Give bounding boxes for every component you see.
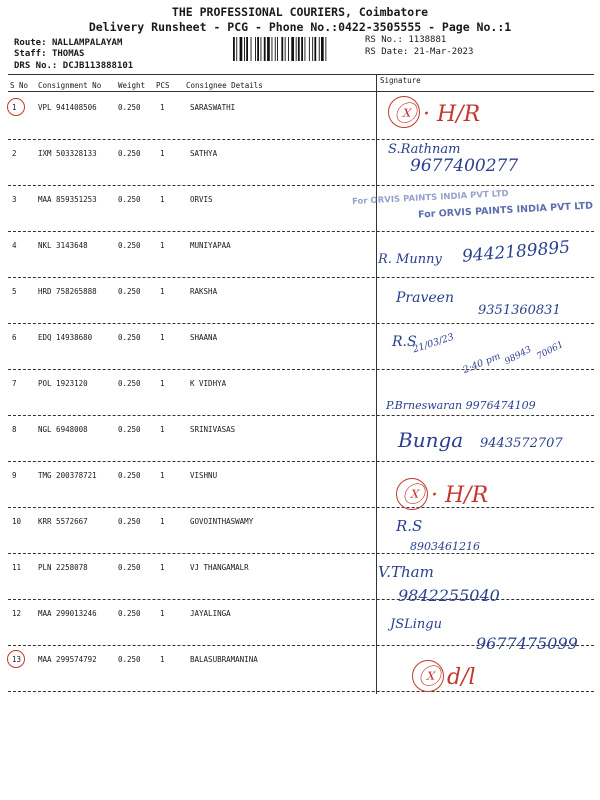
row-pcs: 1 <box>160 471 165 480</box>
drs-value: DCJB113888101 <box>62 61 134 71</box>
signature-row-6-initials: R.S <box>392 334 417 350</box>
signature-row-6-date: 21/03/23 <box>411 331 456 356</box>
row-consignee: SHAANA <box>190 333 218 342</box>
row-divider <box>8 691 594 692</box>
row-divider <box>8 139 594 140</box>
row-pcs: 1 <box>160 333 165 342</box>
rs-date-line <box>365 47 473 57</box>
row-pcs: 1 <box>160 103 165 112</box>
signature-row-4-phone: 9442189895 <box>461 237 571 267</box>
row-divider <box>8 553 594 554</box>
row-divider <box>8 277 594 278</box>
col-consignment-header: Consignment No <box>38 81 102 90</box>
row-pcs: 1 <box>160 241 165 250</box>
row-pcs: 1 <box>160 287 165 296</box>
col-consignee-header: Consignee Details <box>186 81 263 90</box>
row-divider <box>8 231 594 232</box>
rs-date-value: 21-Mar-2023 <box>413 47 474 57</box>
row-consignment-no: MAA 859351253 <box>38 195 97 204</box>
signature-row-7: P.Brneswaran 9976474109 <box>386 399 536 412</box>
row-consignment-no: MAA 299574792 <box>38 655 97 664</box>
row-pcs: 1 <box>160 563 165 572</box>
drs-label: DRS No.: <box>14 61 58 71</box>
row-pcs: 1 <box>160 517 165 526</box>
company-title: THE PROFESSIONAL COURIERS, Coimbatore <box>171 5 429 19</box>
signature-row-6-time: 2:40 pm <box>461 351 503 376</box>
row-weight: 0.250 <box>118 149 141 158</box>
row-pcs: 1 <box>160 609 165 618</box>
row-sno: 9 <box>12 471 17 480</box>
row-sno: 6 <box>12 333 17 342</box>
row-weight: 0.250 <box>118 379 141 388</box>
row-weight: 0.250 <box>118 471 141 480</box>
row-weight: 0.250 <box>118 333 141 342</box>
signature-row-6-number-a: 98943 <box>503 344 534 368</box>
row-divider <box>8 185 594 186</box>
row-weight: 0.250 <box>118 425 141 434</box>
drs-line <box>14 61 133 71</box>
row-consignment-no: TMG 200378721 <box>38 471 97 480</box>
row-sno: 5 <box>12 287 17 296</box>
row-divider <box>8 323 594 324</box>
row-weight: 0.250 <box>118 287 141 296</box>
row-consignment-no: MAA 299013246 <box>38 609 97 618</box>
row-divider <box>8 369 594 370</box>
signature-row-13: ⓧ d/l <box>418 665 476 690</box>
row-consignee: JAYALINGA <box>190 609 231 618</box>
row-consignment-no: HRD 758265888 <box>38 287 97 296</box>
signature-row-8-name: Bunga <box>398 428 464 452</box>
row-consignment-no: POL 1923120 <box>38 379 88 388</box>
row-divider <box>8 461 594 462</box>
signature-row-11-name: V.Tham <box>378 563 434 581</box>
signature-row-11-phone: 9842255040 <box>398 586 500 605</box>
rs-no-line <box>365 35 446 45</box>
row-sno: 10 <box>12 517 22 526</box>
row-sno: 13 <box>12 655 22 664</box>
row-sno: 11 <box>12 563 22 572</box>
row-pcs: 1 <box>160 195 165 204</box>
row-sno: 2 <box>12 149 17 158</box>
row-sno: 3 <box>12 195 17 204</box>
row-weight: 0.250 <box>118 563 141 572</box>
signature-row-4-name: R. Munny <box>378 252 442 267</box>
red-circle-mark <box>7 98 25 116</box>
row-consignee: BALASUBRAMANINA <box>190 655 258 664</box>
row-weight: 0.250 <box>118 103 141 112</box>
row-sno: 1 <box>12 103 17 112</box>
row-sno: 12 <box>12 609 22 618</box>
row-sno: 4 <box>12 241 17 250</box>
row-weight: 0.250 <box>118 241 141 250</box>
signature-row-12-name: JSLingu <box>390 617 442 632</box>
row-divider <box>8 507 594 508</box>
staff-value: THOMAS <box>51 49 85 59</box>
row-sno: 8 <box>12 425 17 434</box>
col-signature-header: Signature <box>380 76 421 85</box>
table-top-border <box>8 74 594 75</box>
signature-row-12-phone: 9677475099 <box>476 634 578 653</box>
row-pcs: 1 <box>160 149 165 158</box>
row-consignee: VJ THANGAMALR <box>190 563 249 572</box>
col-sno-header: S No <box>10 81 29 90</box>
row-consignee: K VIDHYA <box>190 379 227 388</box>
runsheet-title: Delivery Runsheet - PCG - Phone No.:0422-3505555 - Page No.:1 <box>88 20 512 34</box>
signature-row-10-phone: 8903461216 <box>410 540 480 553</box>
signature-row-2-name: S.Rathnam <box>388 142 461 157</box>
rs-date-label: RS Date: <box>365 47 409 57</box>
row-weight: 0.250 <box>118 195 141 204</box>
col-weight-header: Weight <box>118 81 146 90</box>
route-value: NALLAMPALAYAM <box>51 38 123 48</box>
row-consignment-no: NGL 6948008 <box>38 425 88 434</box>
row-consignment-no: VPL 941408506 <box>38 103 97 112</box>
red-circle-mark <box>7 650 25 668</box>
company-stamp-faded: For ORVIS PAINTS INDIA PVT LTD <box>351 188 509 208</box>
row-consignment-no: IXM 503328133 <box>38 149 97 158</box>
row-weight: 0.250 <box>118 517 141 526</box>
barcode <box>232 37 360 61</box>
row-consignee: GOVOINTHASWAMY <box>190 517 254 526</box>
signature-row-10-name: R.S <box>396 517 423 535</box>
row-weight: 0.250 <box>118 655 141 664</box>
row-consignee: RAKSHA <box>190 287 218 296</box>
row-consignee: MUNIYAPAA <box>190 241 231 250</box>
rs-no-label: RS No.: <box>365 35 403 45</box>
row-consignee: VISHNU <box>190 471 218 480</box>
company-stamp: For ORVIS PAINTS INDIA PVT LTD <box>417 200 594 221</box>
signature-row-9: ⓧ · H/R <box>402 483 489 508</box>
rs-no-value: 1138881 <box>408 35 447 45</box>
signature-row-5-name: Praveen <box>396 290 454 306</box>
row-pcs: 1 <box>160 379 165 388</box>
route-line <box>14 38 122 48</box>
row-pcs: 1 <box>160 655 165 664</box>
row-divider <box>8 599 594 600</box>
signature-row-1: ⓧ · H/R <box>394 102 481 127</box>
row-weight: 0.250 <box>118 609 141 618</box>
row-consignment-no: NKL 3143648 <box>38 241 88 250</box>
row-pcs: 1 <box>160 425 165 434</box>
row-consignee: SRINIVASAS <box>190 425 236 434</box>
row-consignment-no: EDQ 14938680 <box>38 333 93 342</box>
row-consignee: SARASWATHI <box>190 103 236 112</box>
signature-row-6-number-b: 70061 <box>535 339 566 363</box>
signature-row-5-phone: 9351360831 <box>478 303 561 318</box>
row-consignee: ORVIS <box>190 195 213 204</box>
signature-row-8-phone: 9443572707 <box>480 436 563 451</box>
route-label: Route: <box>14 38 47 48</box>
row-sno: 7 <box>12 379 17 388</box>
row-divider <box>8 415 594 416</box>
header-bottom-border <box>8 91 594 92</box>
staff-label: Staff: <box>14 49 47 59</box>
signature-row-2-phone: 9677400277 <box>410 156 519 176</box>
col-pcs-header: PCS <box>156 81 170 90</box>
row-consignment-no: PLN 2258078 <box>38 563 88 572</box>
signature-column-divider <box>376 74 377 694</box>
row-consignment-no: KRR 5572667 <box>38 517 88 526</box>
row-consignee: SATHYA <box>190 149 218 158</box>
staff-line <box>14 49 84 59</box>
